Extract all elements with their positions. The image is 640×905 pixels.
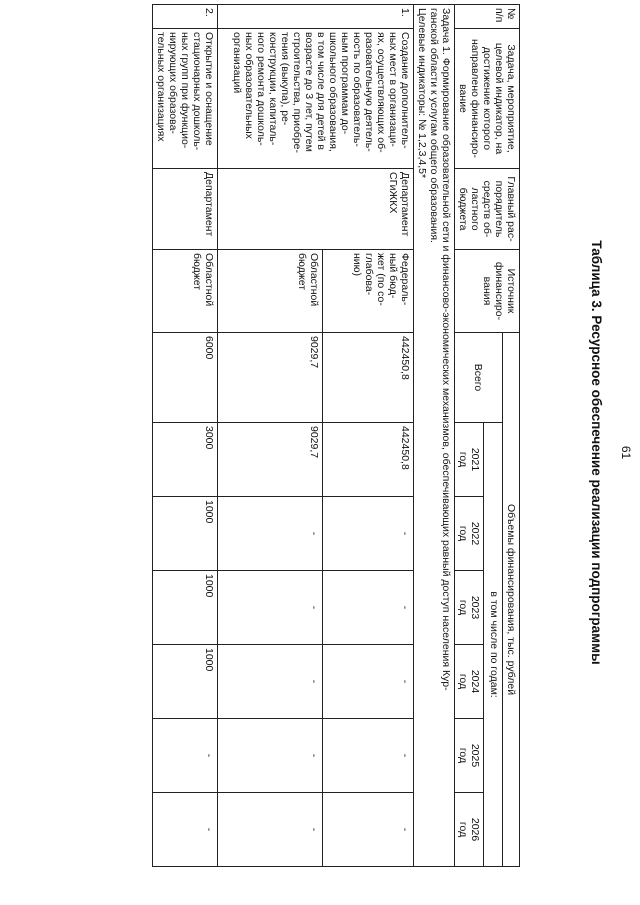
header-source: Источник финансиро- вания [455, 250, 520, 333]
row-task: Создание дополнитель- ных мест в организаци- ях, осуществляющих об- разовательную деятель- ность по образователь- ным программам до- школьного образования, в том числе для детей в возрасте до 3 лет, путем строительства, приобре- тения (выкупа), ре- конструкции, капиталь- ного ремонта дошколь- ных образовательных организаций [218, 29, 414, 169]
row-year-value: 9029,7 [218, 423, 323, 497]
page-number: 61 [619, 445, 633, 460]
header-task: Задача, мероприятие, целевой индикатор, на достижение которого направлено финансиро- вание [455, 29, 520, 169]
header-num: № п/п [455, 5, 520, 29]
row-year-value: 1000 [153, 571, 218, 645]
row-year-value: - [218, 571, 323, 645]
header-year: 2024 год [455, 645, 484, 719]
header-year: 2025 год [455, 719, 484, 793]
task-1-row: Задача 1. Формирование образовательной сети и финансово-экономических механизмов, обеспечивающих равный доступ населения Кур- ганской области к услугам общего образования. Целевые индикаторы: № 1,2,3,4,5* [414, 5, 455, 867]
table-row [153, 5, 218, 867]
row-year-value: - [323, 645, 414, 719]
table-row [323, 5, 414, 867]
header-total: Всего [455, 333, 503, 423]
table-title: Таблица 3. Ресурсное обеспечение реализации подпрограммы [589, 240, 604, 665]
row-year-value: - [323, 497, 414, 571]
row-year-value: 442450,8 [323, 423, 414, 497]
header-manager: Главный рас- порядитель средств об- ластного бюджета [455, 169, 520, 250]
row-year-value: 1000 [153, 497, 218, 571]
row-task: Открытие и оснащение стационарных дошколь- ных групп при функцио- нирующих образова- тельных организациях [153, 29, 218, 169]
row-source: Областной бюджет [218, 250, 323, 333]
row-total: 442450,8 [323, 333, 414, 423]
header-year: 2021 год [455, 423, 484, 497]
header-year: 2023 год [455, 571, 484, 645]
row-year-value: - [218, 497, 323, 571]
row-total: 9029,7 [218, 333, 323, 423]
header-year: 2026 год [455, 793, 484, 867]
row-year-value: - [323, 793, 414, 867]
row-source: Федераль- ный бюд- жет (по со- глабова- нию) [323, 250, 414, 333]
row-year-value: - [153, 793, 218, 867]
header-year: 2022 год [455, 497, 484, 571]
row-manager: Департамент СГиЖКХ [218, 169, 414, 250]
row-num: 1. [218, 5, 414, 29]
row-source: Областной бюджет [153, 250, 218, 333]
row-year-value: - [153, 719, 218, 793]
row-manager: Департамент [153, 169, 218, 250]
resource-table [152, 4, 520, 867]
row-year-value: 1000 [153, 645, 218, 719]
row-total: 6000 [153, 333, 218, 423]
row-num: 2. [153, 5, 218, 29]
row-year-value: - [218, 793, 323, 867]
row-year-value: - [218, 719, 323, 793]
header-volumes: Объемы финансирования, тыс. рублей [503, 333, 520, 867]
row-year-value: - [218, 645, 323, 719]
header-by-years: в том числе по годам: [484, 423, 503, 867]
row-year-value: 3000 [153, 423, 218, 497]
row-year-value: - [323, 719, 414, 793]
row-year-value: - [323, 571, 414, 645]
